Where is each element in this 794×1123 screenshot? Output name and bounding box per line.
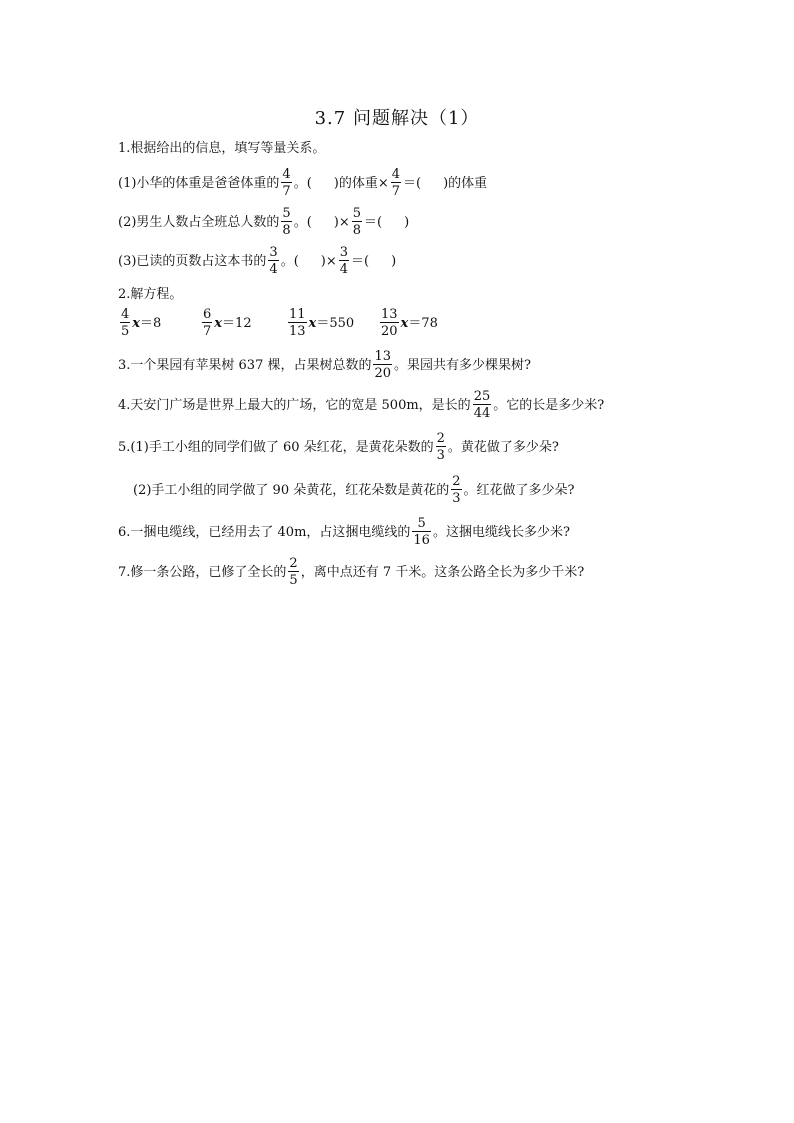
q1-item-2: (2)男生人数占全班总人数的 $\frac{5}{8}$ 。( )× $\frac{5}{8}$ ＝( ) bbox=[118, 206, 410, 238]
fraction: $\frac{5}{16}$ bbox=[413, 516, 430, 548]
q2-heading: 2.解方程。 bbox=[118, 287, 183, 302]
q1-item-1: (1)小华的体重是爸爸体重的 $\frac{4}{7}$ 。( )的体重× $\frac{4}{7}$ ＝( )的体重 bbox=[118, 167, 488, 199]
fraction: $\frac{5}{8}$ bbox=[282, 206, 291, 238]
equation-2: $\frac{6}{7}$ x ＝12 bbox=[203, 307, 252, 339]
fraction: $\frac{3}{4}$ bbox=[339, 245, 349, 277]
equation-4: $\frac{13}{20}$ x ＝78 bbox=[381, 307, 438, 339]
q2-equations bbox=[118, 308, 438, 338]
q1-item-3: (3)已读的页数占这本书的 $\frac{3}{4}$ 。( )× $\frac{3}{4}$ ＝( ) bbox=[118, 245, 397, 277]
equation-3: $\frac{11}{13}$ x ＝550 bbox=[289, 307, 355, 339]
q3: 3.一个果园有苹果树 637 棵，占果树总数的 $\frac{13}{20}$ 。果园共有多少棵果树? bbox=[118, 349, 532, 381]
fraction: $\frac{2}{3}$ bbox=[452, 474, 461, 506]
fraction: $\frac{4}{5}$ bbox=[121, 307, 130, 339]
fraction: $\frac{13}{20}$ bbox=[381, 307, 398, 339]
q4: 4.天安门广场是世界上最大的广场，它的宽是 500m，是长的 $\frac{25}{44}$ 。它的长是多少米? bbox=[118, 389, 605, 421]
page-title: 3.7 问题解决（1） bbox=[314, 108, 480, 129]
fraction: $\frac{5}{8}$ bbox=[352, 206, 362, 238]
fraction: $\frac{11}{13}$ bbox=[289, 307, 306, 339]
fraction: $\frac{2}{5}$ bbox=[289, 556, 298, 588]
fraction: $\frac{25}{44}$ bbox=[473, 389, 491, 421]
q7: 7.修一条公路，已修了全长的 $\frac{2}{5}$ ，离中点还有 7 千米。这条公路全长为多少千米? bbox=[118, 556, 585, 588]
equation-1: $\frac{4}{5}$ x ＝8 bbox=[121, 307, 162, 339]
q6: 6.一捆电缆线，已经用去了 40m，占这捆电缆线的 $\frac{5}{16}$ 。这捆电缆线长多少米? bbox=[118, 516, 570, 548]
fraction: $\frac{13}{20}$ bbox=[374, 349, 392, 381]
fraction: $\frac{2}{3}$ bbox=[436, 431, 445, 463]
q5-item-2: (2)手工小组的同学做了 90 朵黄花，红花朵数是黄花的 $\frac{2}{3}$ 。红花做了多少朵? bbox=[133, 474, 575, 506]
q5-item-1: 5.(1)手工小组的同学们做了 60 朵红花，是黄花朵数的 $\frac{2}{3}$ 。黄花做了多少朵? bbox=[118, 431, 559, 463]
fraction: $\frac{4}{7}$ bbox=[391, 167, 401, 199]
fraction: $\frac{3}{4}$ bbox=[269, 245, 278, 277]
q1-heading: 1.根据给出的信息，填写等量关系。 bbox=[118, 141, 326, 156]
fraction: $\frac{4}{7}$ bbox=[282, 167, 291, 199]
fraction: $\frac{6}{7}$ bbox=[203, 307, 212, 339]
